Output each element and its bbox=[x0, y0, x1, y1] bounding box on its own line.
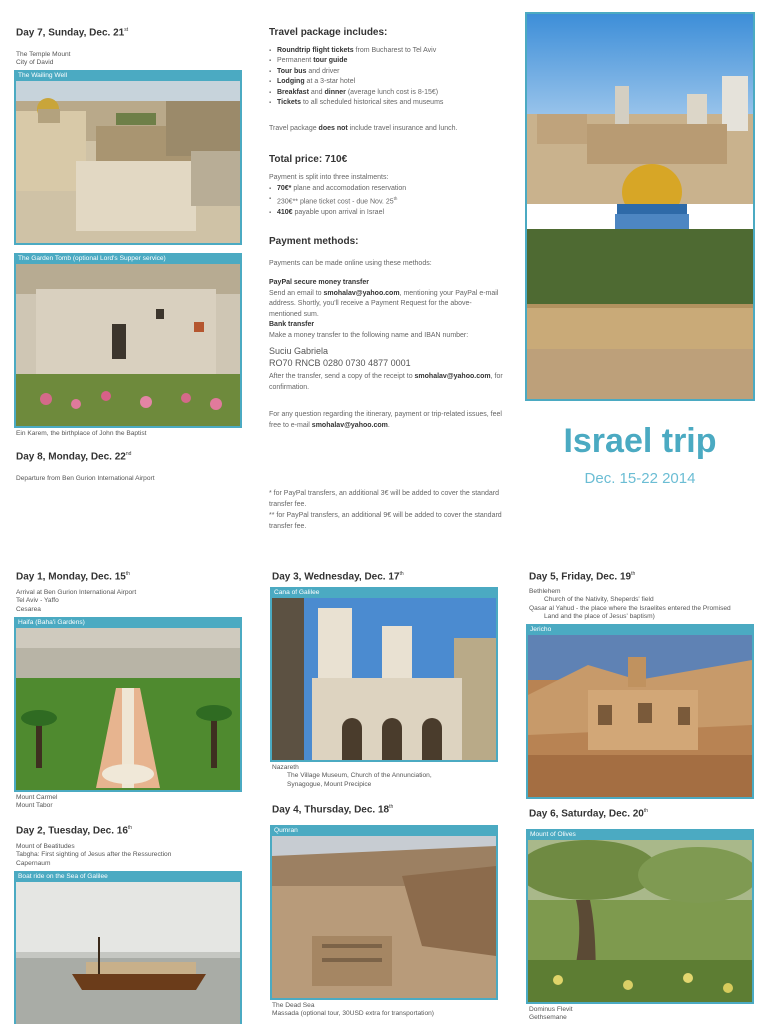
day1-line-1: Arrival at Ben Gurion International Airport bbox=[16, 589, 137, 596]
jerusalem-image bbox=[527, 14, 753, 399]
photo-mount-olives bbox=[526, 829, 754, 1004]
bank-title: Bank transfer bbox=[269, 321, 315, 329]
footnote-2: ** for PayPal transfers, an additional 9€ will be added to cover the standard transfer fee. bbox=[269, 512, 502, 530]
photo-wailing-wall bbox=[14, 70, 242, 245]
account-name: Suciu Gabriela bbox=[269, 346, 329, 356]
price-intro: Payment is split into three instalments: bbox=[269, 174, 389, 181]
package-exclusions: Travel package does not include travel insurance and lunch. bbox=[269, 125, 458, 132]
email-link[interactable]: smohalav@yahoo.com bbox=[414, 373, 491, 380]
ein-karem-text: Ein Karem, the birthplace of John the Baptist bbox=[16, 430, 147, 437]
day1-after-1: Mount Carmel bbox=[16, 794, 58, 801]
day1-after bbox=[16, 794, 57, 811]
brochure-dates: Dec. 15-22 2014 bbox=[584, 470, 696, 487]
email-link[interactable]: smohalav@yahoo.com bbox=[311, 421, 388, 429]
wailing-wall-image bbox=[16, 81, 240, 243]
day3-place: Nazareth bbox=[272, 764, 299, 771]
photo-caption: The Wailing Well bbox=[18, 72, 68, 79]
package-list bbox=[269, 46, 509, 108]
olive-trees-image bbox=[528, 840, 752, 1002]
price-item: ▪ 70€* plane and accomodation reservation bbox=[269, 184, 509, 194]
photo-caption: Boat ride on the Sea of Galilee bbox=[18, 873, 108, 880]
payment-heading: Payment methods: bbox=[269, 236, 359, 247]
day6-title: Day 6, Saturday, Dec. 20th bbox=[529, 808, 649, 820]
day4-after-2: Massada (optional tour, 30USD extra for transportation) bbox=[272, 1010, 434, 1018]
package-item: ▪ Tour bus and driver bbox=[269, 67, 509, 77]
day5-line-1: Bethlehem bbox=[529, 588, 561, 595]
payment-intro: Payments can be made online using these methods: bbox=[269, 260, 432, 267]
day3-sites-1: The Village Museum, Church of the Annunciation, bbox=[287, 772, 432, 780]
paypal-title: PayPal secure money transfer bbox=[269, 279, 369, 286]
day8-details: Departure from Ben Gurion International Airport bbox=[16, 475, 155, 482]
price-item: ▪ 410€ payable upon arrival in Israel bbox=[269, 208, 509, 218]
day5-line-2: Church of the Nativity, Sheperds' field bbox=[544, 596, 654, 604]
photo-qumran bbox=[270, 825, 498, 1000]
day3-sites-2: Synagogue, Mount Precipice bbox=[287, 780, 372, 788]
package-item: ▪ Permanent tour guide bbox=[269, 56, 509, 66]
photo-caption: Qumran bbox=[274, 827, 298, 834]
photo-haifa bbox=[14, 617, 242, 792]
day5-details bbox=[529, 588, 759, 622]
package-heading: Travel package includes: bbox=[269, 27, 388, 38]
garden-tomb-image bbox=[16, 264, 240, 426]
day3-title: Day 3, Wednesday, Dec. 17th bbox=[272, 571, 404, 583]
package-item: ▪ Breakfast and dinner (average lunch cost is 8-15€) bbox=[269, 88, 509, 98]
day5-line-3: Qasar al Yahud - the place where the Israelites entered the Promised bbox=[529, 604, 731, 612]
package-item: ▪ Roundtrip flight tickets from Bucharest to Tel Aviv bbox=[269, 46, 509, 56]
brochure-title: Israel trip bbox=[563, 422, 717, 460]
price-list bbox=[269, 184, 509, 219]
day1-line-2: Tel Aviv - Yaffo bbox=[16, 597, 59, 605]
price-item: ▪ 230€** plane ticket cost - due Nov. 25th bbox=[269, 194, 509, 208]
package-item: ▪ Lodging at a 3-star hotel bbox=[269, 77, 509, 87]
photo-caption: Haifa (Baha'i Gardens) bbox=[18, 619, 85, 626]
photo-caption: Jericho bbox=[530, 626, 552, 633]
day1-line-3: Cesarea bbox=[16, 605, 41, 613]
day6-after bbox=[529, 1006, 573, 1023]
package-item: ▪ Tickets to all scheduled historical sites and museums bbox=[269, 98, 509, 108]
cana-church-image bbox=[272, 598, 496, 760]
day1-after-2: Mount Tabor bbox=[16, 802, 53, 810]
day5-line-4: Land and the place of Jesus' baptism) bbox=[544, 613, 655, 621]
day7-details bbox=[16, 51, 71, 68]
day2-line-1: Mount of Beatitudes bbox=[16, 843, 75, 850]
photo-caption: Cana of Galilee bbox=[274, 589, 320, 596]
photo-caption: The Garden Tomb (optional Lord's Supper service) bbox=[18, 255, 166, 262]
haifa-image bbox=[16, 628, 240, 790]
photo-cana bbox=[270, 587, 498, 762]
photo-garden-tomb bbox=[14, 253, 242, 428]
day4-after-1: The Dead Sea bbox=[272, 1002, 315, 1009]
day6-after-1: Dominus Flevit bbox=[529, 1006, 573, 1013]
price-heading: Total price: 710€ bbox=[269, 154, 348, 165]
photo-galilee-boat bbox=[14, 871, 242, 1024]
day2-title: Day 2, Tuesday, Dec. 16th bbox=[16, 825, 133, 837]
footnote-1: * for PayPal transfers, an additional 3€ will be added to cover the standard transfer fee. bbox=[269, 490, 499, 508]
day2-line-2: Tabgha: First sighting of Jesus after the Ressurection bbox=[16, 851, 172, 859]
day7-title: Day 7, Sunday, Dec. 21st bbox=[16, 27, 129, 39]
after-transfer-text: After the transfer, send a copy of the receipt to smohalav@yahoo.com, for confirmation. bbox=[269, 373, 503, 391]
day2-details bbox=[16, 843, 171, 868]
payment-details: PayPal secure money transfer Send an email to smohalav@yahoo.com, mentioning your PayPal e-mail address. Shortly, you'll receive a Payment Request for the above-mentioned sum. Bank transfer Make a money transfer to the following name and IBAN number: bbox=[269, 279, 499, 339]
question-text: For any question regarding the itinerary, payment or trip-related issues, feel free to e-mail smohalav@yahoo.com. bbox=[269, 411, 502, 429]
day3-after bbox=[272, 764, 432, 789]
day8-title: Day 8, Monday, Dec. 22nd bbox=[16, 451, 132, 463]
email-link[interactable]: smohalav@yahoo.com bbox=[323, 289, 400, 297]
photo-caption: Mount of Olives bbox=[530, 831, 576, 838]
day5-title: Day 5, Friday, Dec. 19th bbox=[529, 571, 636, 583]
day6-after-2: Gethsemane bbox=[529, 1014, 567, 1022]
day4-after bbox=[272, 1002, 434, 1019]
day4-title: Day 4, Thursday, Dec. 18th bbox=[272, 804, 394, 816]
boat-image bbox=[16, 882, 240, 1024]
cover-photo bbox=[525, 12, 755, 401]
jericho-image bbox=[528, 635, 752, 797]
day1-details bbox=[16, 589, 136, 614]
bank-account bbox=[269, 345, 411, 369]
account-iban: RO70 RNCB 0280 0730 4877 0001 bbox=[269, 358, 411, 368]
photo-jericho bbox=[526, 624, 754, 799]
day7-line-2: City of David bbox=[16, 59, 54, 67]
day7-line-1: The Temple Mount bbox=[16, 51, 71, 58]
day2-line-3: Capernaum bbox=[16, 859, 51, 867]
day1-title: Day 1, Monday, Dec. 15th bbox=[16, 571, 131, 583]
qumran-image bbox=[272, 836, 496, 998]
